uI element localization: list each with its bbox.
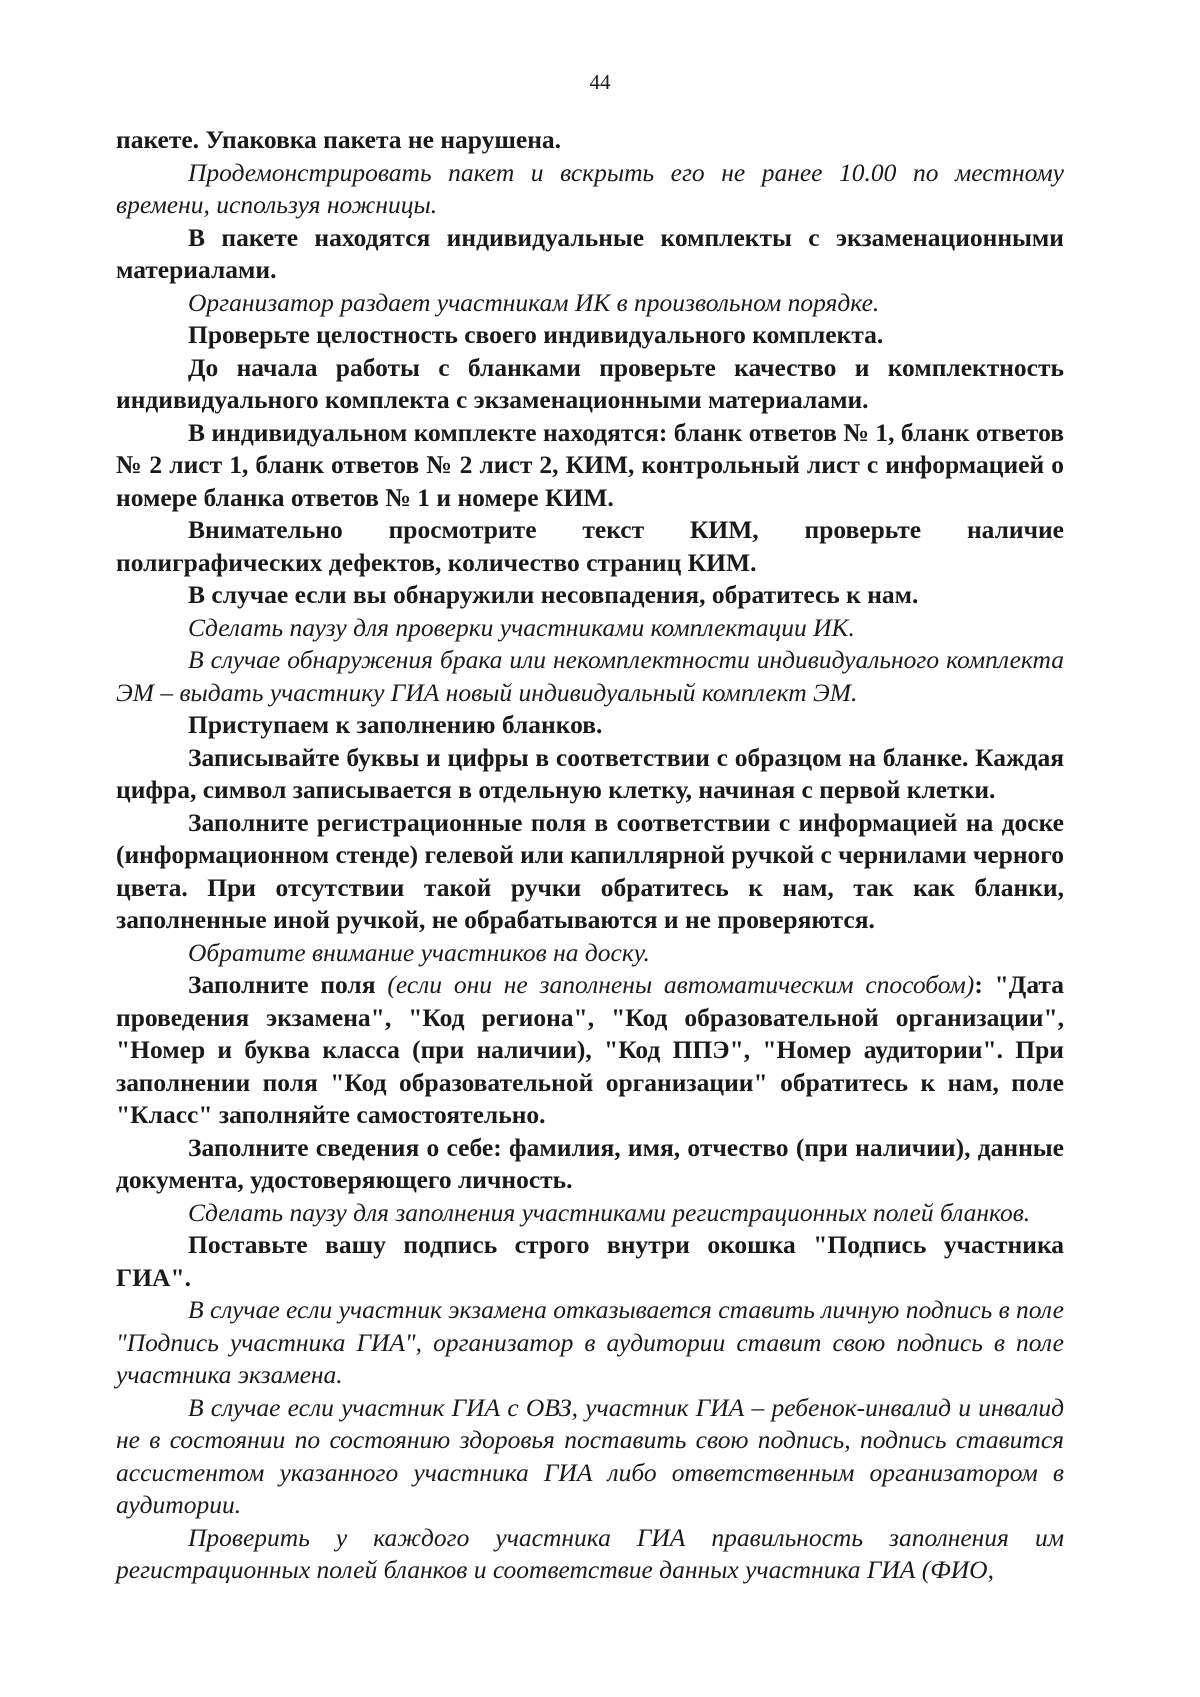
paragraph-lead: Заполните поля (188, 970, 388, 999)
paragraph-mixed (116, 969, 1064, 1132)
paragraph: Заполните регистрационные поля в соответствии с информацией на доске (информационном стенде) гелевой или капиллярной ручкой с чернилами черного цвета. При отсутствии такой ручки обратитесь к нам, так как бланки, заполненные иной ручкой, не обрабатываются и не проверяются. (116, 807, 1064, 934)
paragraph: Заполните сведения о себе: фамилия, имя, отчество (при наличии), данные документа, удостоверяющего личность. (116, 1132, 1064, 1194)
paragraph: До начала работы с бланками проверьте качество и комплектность индивидуального комплекта с экзаменационными материалами. (116, 352, 1064, 414)
paragraph: В индивидуальном комплекте находятся: бланк ответов № 1, бланк ответов № 2 лист 1, бланк ответов № 2 лист 2, КИМ, контрольный лист с информацией о номере бланка ответов № 1 и номере КИМ. (116, 417, 1064, 512)
paragraph: пакете. Упаковка пакета не нарушена. (116, 125, 562, 154)
instruction-note: В случае если участник ГИА с ОВЗ, участник ГИА – ребенок-инвалид и инвалид не в состоянии по состоянию здоровья поставить свою подпись, подпись ставится ассистентом указанного участника ГИА либо ответственным организатором в аудитории. (116, 1392, 1064, 1519)
page-body (116, 124, 1064, 1587)
instruction-note: Обратите внимание участников на доску. (188, 937, 650, 967)
instruction-note: В случае обнаружения брака или некомплектности индивидуального комплекта ЭМ – выдать участнику ГИА новый индивидуальный комплект ЭМ. (116, 645, 1064, 707)
paragraph: Приступаем к заполнению бланков. (188, 710, 603, 739)
paragraph: Проверьте целостность своего индивидуального комплекта. (188, 320, 884, 349)
paragraph: В пакете находятся индивидуальные комплекты с экзаменационными материалами. (116, 222, 1064, 284)
paragraph: Записывайте буквы и цифры в соответствии с образцом на бланке. Каждая цифра, символ записывается в отдельную клетку, начиная с первой клетки. (116, 742, 1064, 804)
paragraph: Поставьте вашу подпись строго внутри окошка "Подпись участника ГИА". (116, 1230, 1064, 1292)
paragraph: Внимательно просмотрите текст КИМ, проверьте наличие полиграфических дефектов, количество страниц КИМ. (116, 515, 1064, 577)
instruction-note: Продемонстрировать пакет и вскрыть его не ранее 10.00 по местному времени, используя ножницы. (116, 157, 1064, 219)
instruction-note: Сделать паузу для проверки участниками комплектации ИК. (188, 612, 855, 642)
paragraph-aside: (если они не заполнены автоматическим способом) (387, 970, 975, 999)
instruction-note: Проверить у каждого участника ГИА правильность заполнения им регистрационных полей бланков и соответствие данных участника ГИА (ФИО, (116, 1522, 1064, 1584)
instruction-note: Сделать паузу для заполнения участниками регистрационных полей бланков. (188, 1197, 1031, 1227)
page-number: 44 (589, 70, 611, 94)
instruction-note: Организатор раздает участникам ИК в произвольном порядке. (188, 287, 880, 317)
paragraph: В случае если вы обнаружили несовпадения, обратитесь к нам. (188, 580, 919, 609)
paragraph-rest: : "Дата проведения экзамена", "Код региона", "Код образовательной организации", "Номер и буква класса (при наличии), "Код ППЭ", "Номер аудитории". При заполнении поля "Код образовательной организации" обратитесь к нам, поле "Класс" заполняйте самостоятельно. (116, 970, 1064, 1129)
instruction-note: В случае если участник экзамена отказывается ставить личную подпись в поле "Подпись участника ГИА", организатор в аудитории ставит свою подпись в поле участника экзамена. (116, 1295, 1064, 1389)
